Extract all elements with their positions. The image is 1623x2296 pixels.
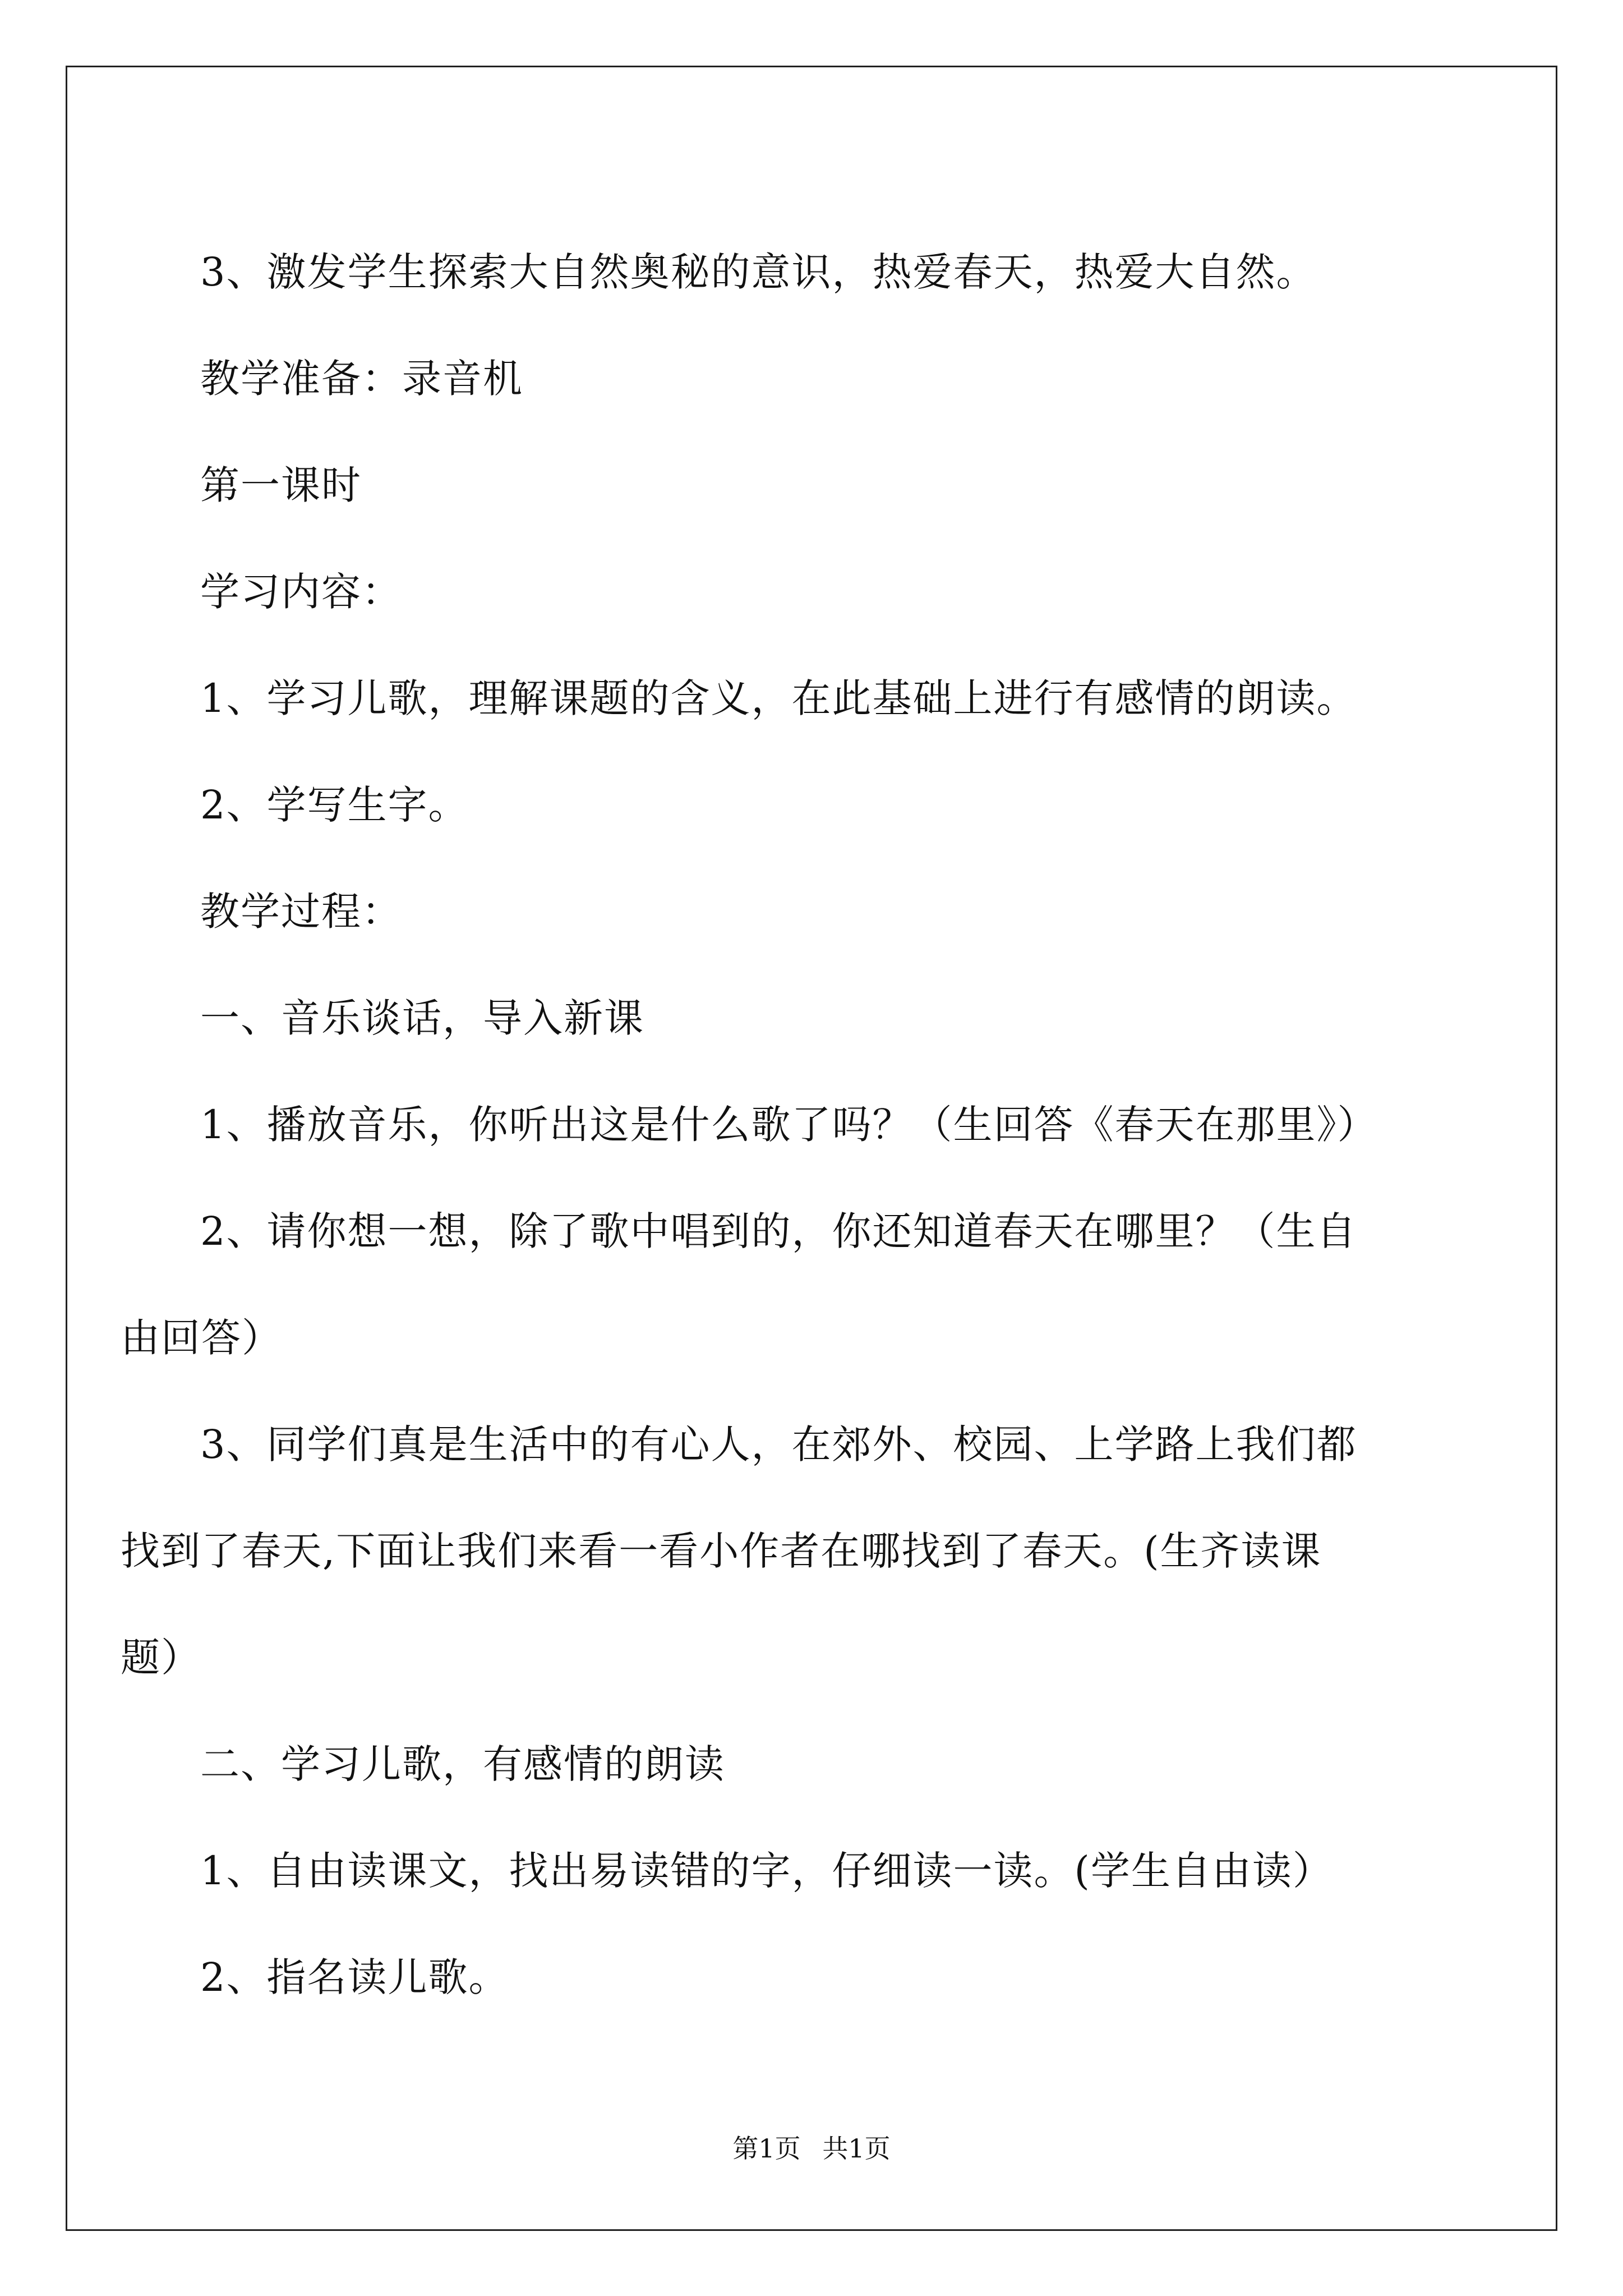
paragraph: 第一课时: [200, 462, 362, 508]
page-total: 共1页: [822, 2133, 891, 2164]
paragraph: 1、播放音乐，你听出这是什么歌了吗？（生回答《春天在那里》）: [200, 1102, 1378, 1148]
paragraph: 1、自由读课文，找出易读错的字，仔细读一读。(学生自由读）: [200, 1848, 1333, 1894]
paragraph: 学习内容：: [200, 569, 402, 615]
paragraph: 2、请你想一想，除了歌中唱到的，你还知道春天在哪里？（生自由回答）: [121, 1208, 1357, 1361]
paragraph: 教学准备：录音机: [200, 356, 523, 402]
page-number: 第1页: [732, 2133, 801, 2164]
paragraph: 二、学习儿歌，有感情的朗读: [200, 1741, 725, 1787]
paragraph: 1、学习儿歌，理解课题的含义，在此基础上进行有感情的朗读。: [200, 675, 1357, 721]
paragraph: 3、激发学生探索大自然奥秘的意识，热爱春天，热爱大自然。: [200, 249, 1317, 295]
paragraph: 3、同学们真是生活中的有心人，在郊外、校园、上学路上我们都找到了春天,下面让我们来看一看小作者在哪找到了春天。(生齐读课题）: [121, 1421, 1357, 1681]
page-footer: [0, 2132, 1623, 2165]
paragraph: 一、音乐谈话，导入新课: [200, 995, 644, 1041]
paragraph: 2、指名读儿歌。: [200, 1954, 509, 2000]
paragraph: 教学过程：: [200, 889, 402, 935]
paragraph: 2、学写生字。: [200, 782, 469, 828]
